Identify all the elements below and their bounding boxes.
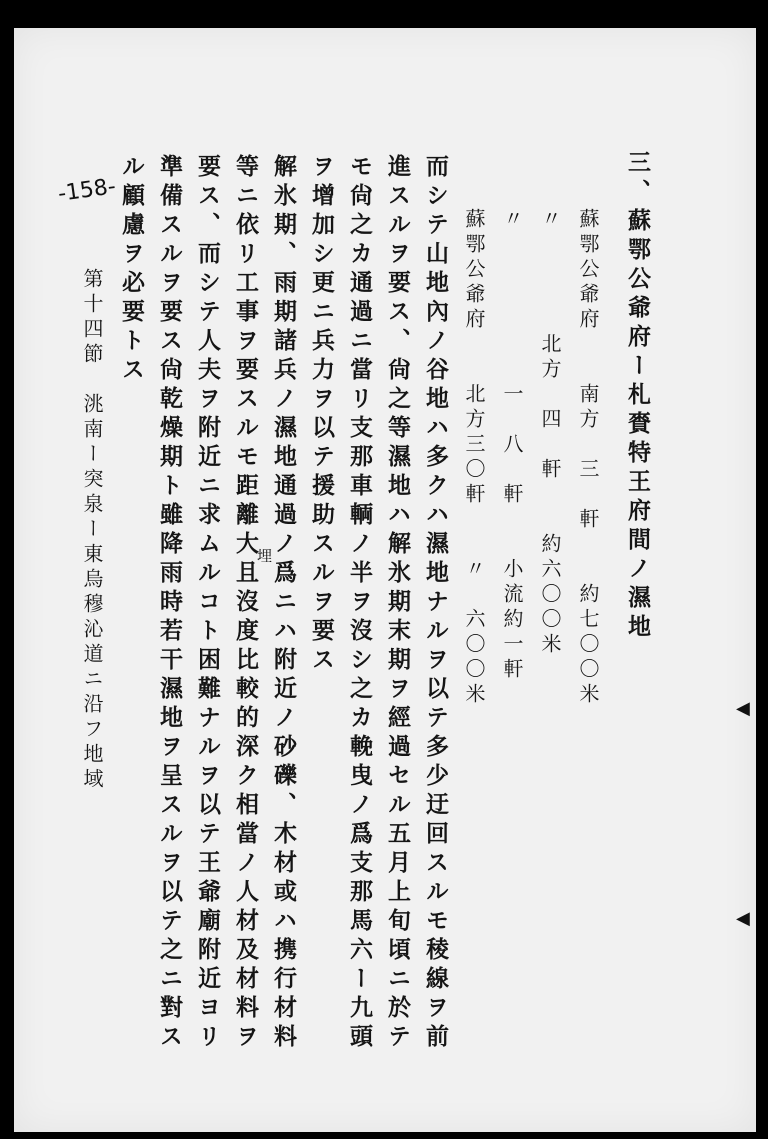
page-number: -158-	[56, 174, 118, 207]
body-line-9: ル顧慮ヲ必要トス	[118, 154, 145, 386]
body-line-6: 等ニ依リ工事ヲ要スルモ距離大且沒度比較的深ク相當ノ人材及材料ヲ	[232, 154, 259, 1053]
body-line-8: 準備スルヲ要ス尙乾燥期ト雖降雨時若干濕地ヲ呈スルヲ以テ之ニ對ス	[156, 154, 183, 1053]
body-line-3: モ尙之カ通過ニ當リ支那車輌ノ半ヲ沒シ之カ輓曳ノ爲支那馬六ー九頭	[346, 154, 373, 1053]
chapter-heading: 第十四節 洮南ー突泉ー東烏穆沁道ニ沿フ地域	[80, 268, 104, 793]
body-line-5: 解氷期、雨期諸兵ノ濕地通過ノ爲ニハ附近ノ砂礫、木材或ハ携行材料	[270, 154, 297, 1053]
edge-mark-icon: ◀	[736, 908, 750, 929]
table-row-1: 蘇鄂公爺府 南方 三 軒 約七〇〇米	[576, 208, 600, 708]
document-page	[14, 28, 756, 1132]
marginal-note: 埋	[255, 548, 273, 568]
table-row-4: 蘇鄂公爺府 北方三〇軒 〃 六〇〇米	[462, 208, 486, 708]
table-row-3: 〃 一 八 軒 小流約一軒	[500, 208, 524, 683]
edge-mark-icon: ◀	[736, 698, 750, 719]
table-row-2: 〃 北方 四 軒 約六〇〇米	[538, 208, 562, 658]
body-line-2: 進スルヲ要ス、尙之等濕地ハ解氷期末期ヲ經過セル五月上旬頃ニ於テ	[384, 154, 411, 1053]
body-line-1: 而シテ山地內ノ谷地ハ多クハ濕地ナルヲ以テ多少迂回スルモ稜線ヲ前	[422, 154, 449, 1053]
section-heading: 三、蘇鄂公爺府ー札賚特王府間ノ濕地	[624, 150, 651, 643]
body-line-4: ヲ增加シ更ニ兵力ヲ以テ援助スルヲ要ス	[308, 154, 335, 676]
body-line-7: 要ス、而シテ人夫ヲ附近ニ求ムルコト困難ナルヲ以テ王爺廟附近ヨリ	[194, 154, 221, 1053]
